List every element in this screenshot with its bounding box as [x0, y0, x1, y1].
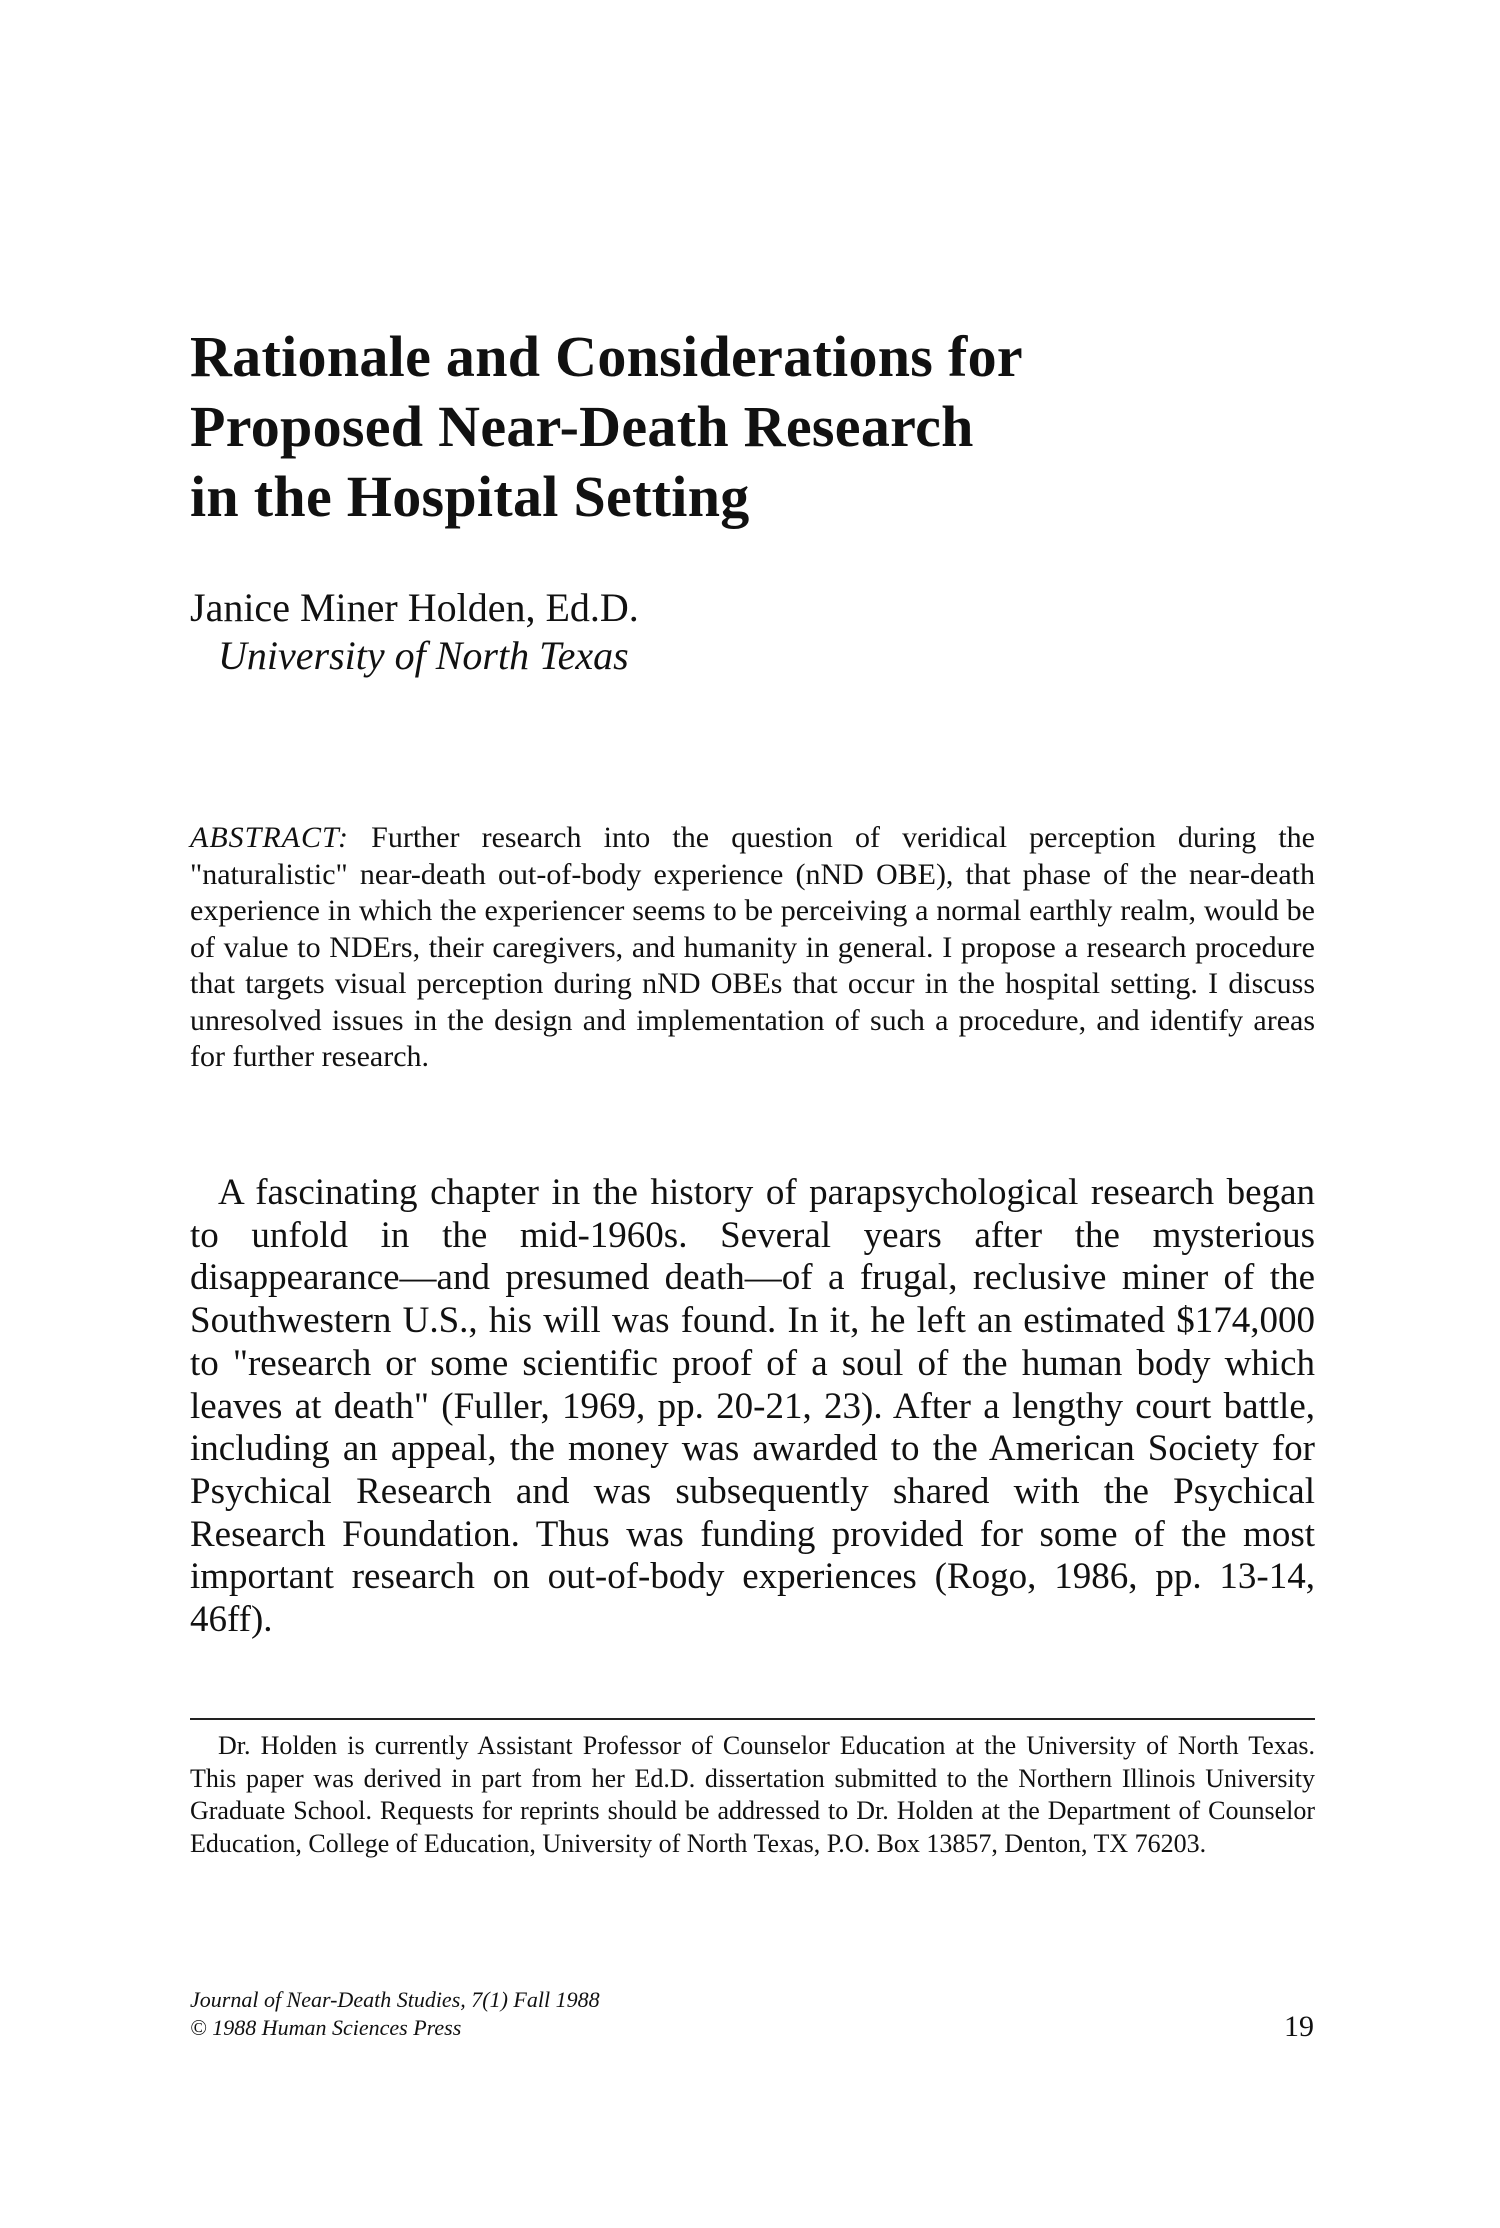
abstract: [190, 820, 1315, 1076]
author-footnote: Dr. Holden is currently Assistant Professor of Counselor Education at the University of North Texas. This paper was derived in part from her Ed.D. dissertation submitted to the Northern Illinois University Graduate School. Requests for reprints should be addressed to Dr. Holden at the Department of Counselor Education, College of Education, University of North Texas, P.O. Box 13857, Denton, TX 76203.: [190, 1731, 1315, 1858]
title-line: Proposed Near-Death Research: [190, 394, 974, 459]
title-line: in the Hospital Setting: [190, 464, 750, 529]
copyright-line: © 1988 Human Sciences Press: [190, 2015, 462, 2040]
journal-citation: [190, 1986, 600, 2042]
author-affiliation: University of North Texas: [218, 633, 629, 678]
title-line: Rationale and Considerations for: [190, 324, 1023, 389]
footnote-divider: [190, 1718, 1315, 1720]
article-title: [190, 322, 1340, 532]
body-paragraph: A fascinating chapter in the history of parapsychological research began to unfold in the mid-1960s. Several years after the mysterious disappearance—and presumed death—of a frugal, reclusive miner of the Southwestern U.S., his will was found. In it, he left an estimated $174,000 to "research or some scientific proof of a soul of the human body which leaves at death" (Fuller, 1969, pp. 20-21, 23). After a lengthy court battle, including an appeal, the money was awarded to the American Society for Psychical Research and was subsequently shared with the Psychical Research Foundation. Thus was funding provided for some of the most important research on out-of-body experiences (Rogo, 1986, pp. 13-14, 46ff).: [190, 1172, 1315, 1641]
page-number: 19: [1284, 2010, 1314, 2043]
author-name: Janice Miner Holden, Ed.D.: [190, 585, 639, 630]
journal-line: Journal of Near-Death Studies, 7(1) Fall 1988: [190, 1987, 600, 2012]
abstract-label: ABSTRACT:: [190, 821, 350, 854]
abstract-text: Further research into the question of veridical perception during the "naturalistic" near-death out-of-body experience (nND OBE), that phase of the near-death experience in which the experiencer seems to be perceiving a normal earthly realm, would be of value to NDErs, their caregivers, and humanity in general. I propose a research procedure that targets visual perception during nND OBEs that occur in the hospital setting. I discuss unresolved issues in the design and implementation of such a procedure, and identify areas for further research.: [190, 821, 1315, 1073]
